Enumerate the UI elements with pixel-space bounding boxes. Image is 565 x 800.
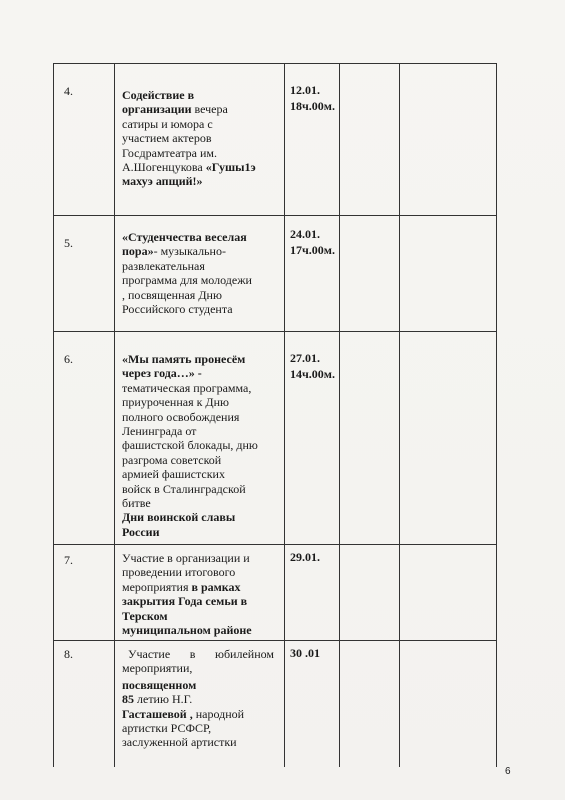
desc-line: 85 летию Н.Г. bbox=[122, 692, 193, 707]
desc-line: разгрома советской bbox=[122, 452, 222, 467]
desc-line: Дни воинской славы bbox=[122, 510, 236, 525]
desc-line: программа для молодежи bbox=[122, 273, 252, 288]
event-date: 30 .01 bbox=[290, 646, 320, 660]
desc-line: Участие в юбилейном bbox=[128, 647, 274, 661]
desc-line: фашистской блокады, дню bbox=[122, 438, 258, 453]
desc-line: «Мы память пронесём bbox=[122, 352, 246, 366]
desc-line: муниципальном районе bbox=[122, 623, 252, 638]
table-row bbox=[53, 332, 497, 545]
desc-line: полного освобождения bbox=[122, 409, 240, 424]
desc-line: через года…» - bbox=[122, 366, 202, 381]
desc-line: мероприятия в рамках bbox=[122, 579, 241, 594]
desc-line: участием актеров bbox=[122, 131, 212, 146]
desc-line: мероприятии, bbox=[122, 661, 193, 676]
desc-line: Ленинграда от bbox=[122, 424, 197, 439]
desc-line: «Студенчества веселая bbox=[122, 230, 247, 244]
row-number: 4. bbox=[64, 84, 73, 98]
event-date: 29.01. bbox=[290, 550, 320, 564]
table-row bbox=[53, 64, 497, 216]
desc-line: посвященном bbox=[122, 677, 197, 692]
desc-line: Госдрамтеатра им. bbox=[122, 145, 217, 160]
desc-line: приуроченная к Дню bbox=[122, 395, 229, 410]
desc-line: Терском bbox=[122, 608, 168, 623]
page-number: 6 bbox=[505, 766, 511, 777]
event-description bbox=[122, 551, 282, 637]
event-date: 27.01. 14ч.00м. bbox=[290, 351, 335, 381]
event-date: 24.01. 17ч.00м. bbox=[290, 227, 335, 257]
event-description bbox=[122, 647, 274, 750]
desc-line: махуэ апщий!» bbox=[122, 174, 203, 189]
desc-line: организации вечера bbox=[122, 102, 228, 117]
events-table bbox=[53, 63, 497, 767]
desc-line: сатиры и юмора с bbox=[122, 116, 213, 131]
desc-line: заслуженной артистки bbox=[122, 735, 237, 750]
event-description bbox=[122, 352, 282, 539]
desc-line: войск в Сталинградской bbox=[122, 481, 246, 496]
desc-line: тематическая программа, bbox=[122, 380, 252, 395]
desc-line: Российского студента bbox=[122, 302, 233, 317]
table-row bbox=[53, 641, 497, 767]
desc-line: Участие в организации и bbox=[122, 551, 250, 565]
event-description bbox=[122, 230, 282, 316]
table-row bbox=[53, 545, 497, 641]
desc-line: Содействие в bbox=[122, 88, 195, 102]
row-number: 5. bbox=[64, 236, 73, 250]
desc-line: России bbox=[122, 524, 160, 539]
desc-line: пора»- музыкально- bbox=[122, 244, 226, 259]
table-row bbox=[53, 216, 497, 332]
row-number: 6. bbox=[64, 352, 73, 366]
event-date: 12.01. 18ч.00м. bbox=[290, 83, 335, 113]
desc-line: проведении итогового bbox=[122, 565, 236, 580]
desc-line: армией фашистских bbox=[122, 467, 225, 482]
desc-line: закрытия Года семьи в bbox=[122, 594, 248, 609]
event-description bbox=[122, 88, 282, 189]
desc-line: артистки РСФСР, bbox=[122, 721, 212, 736]
desc-line: А.Шогенцукова «Гушы1э bbox=[122, 160, 256, 175]
row-number: 7. bbox=[64, 553, 73, 567]
row-number: 8. bbox=[64, 647, 73, 661]
desc-line: , посвященная Дню bbox=[122, 287, 222, 302]
desc-line: битве bbox=[122, 496, 151, 511]
desc-line: Гасташевой , народной bbox=[122, 706, 245, 721]
desc-line: развлекательная bbox=[122, 258, 205, 273]
